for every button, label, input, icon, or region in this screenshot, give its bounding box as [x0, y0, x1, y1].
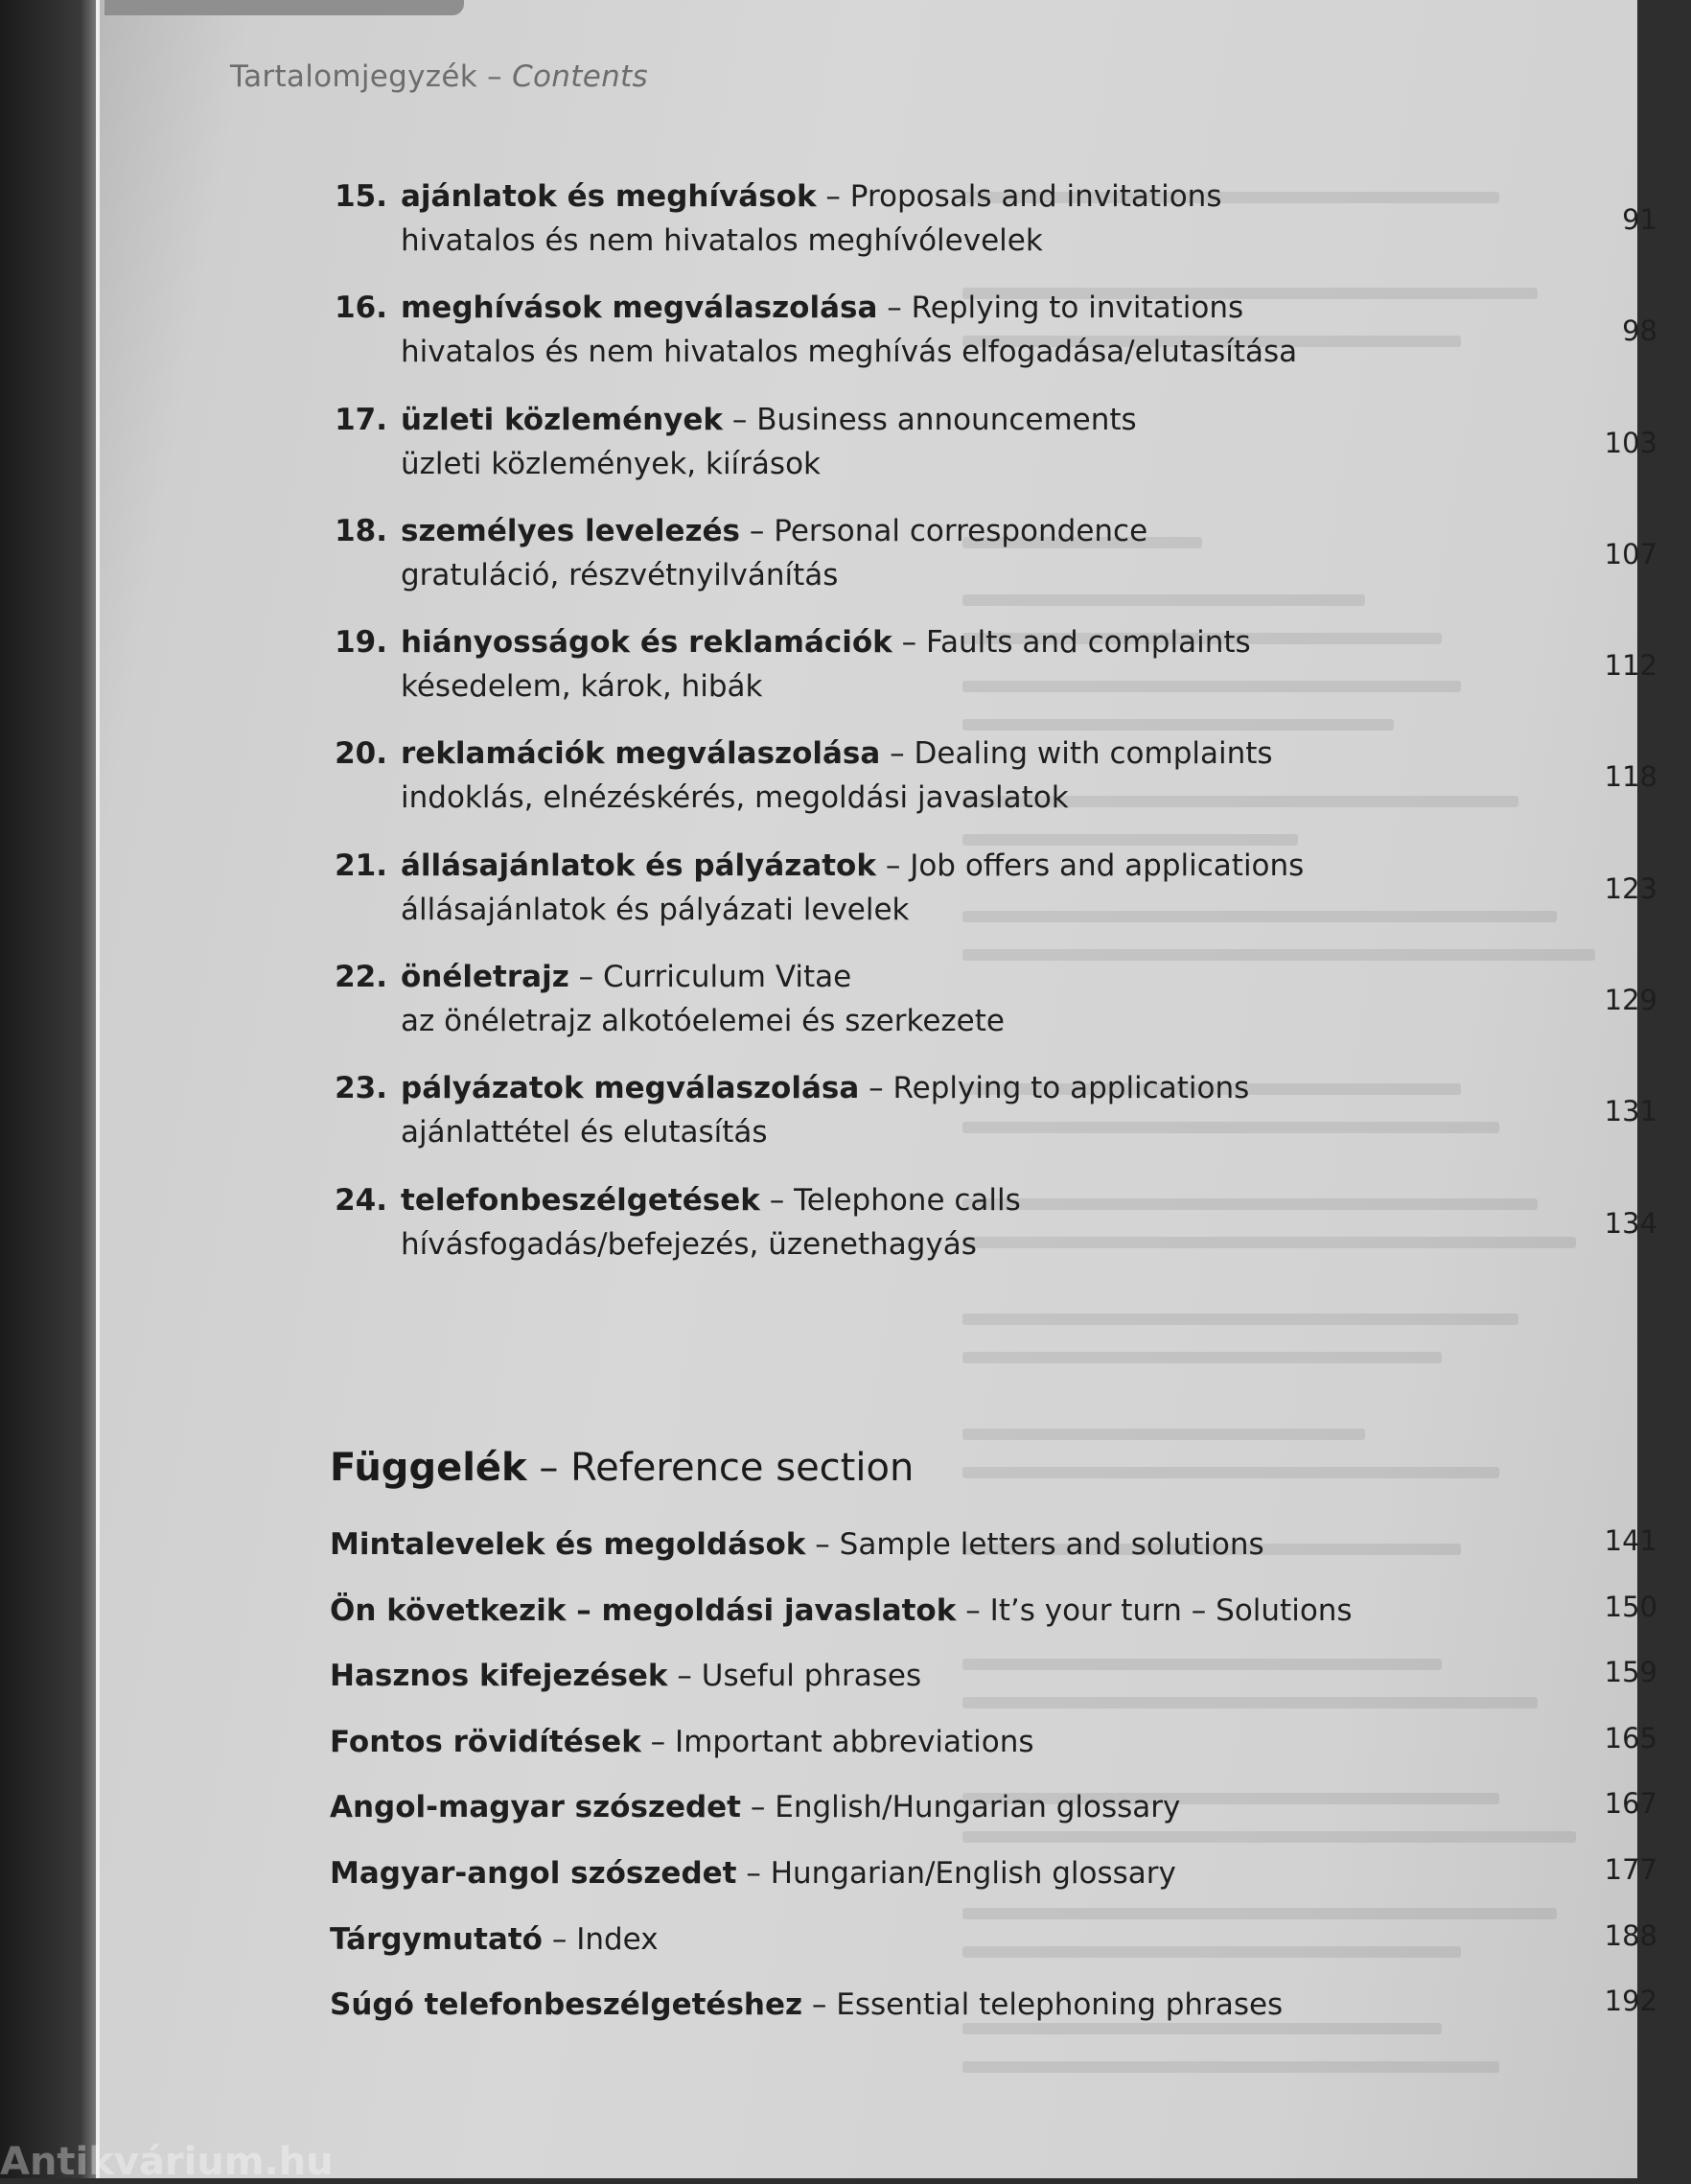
chapter-title-hu: üzleti közlemények [401, 402, 724, 437]
chapter-title-line [401, 509, 1147, 553]
title-separator: – [859, 1071, 893, 1106]
title-separator: – [740, 513, 775, 548]
chapter-entry-19 [230, 620, 1663, 732]
chapter-entry-23 [230, 1066, 1663, 1177]
chapter-number: 15. [335, 179, 387, 214]
header-dash: – [476, 59, 513, 94]
reference-title-en: It’s your turn – Solutions [989, 1592, 1353, 1628]
chapter-title-en: Faults and complaints [926, 625, 1251, 661]
reference-entry [230, 1983, 1663, 2049]
chapter-title-hu: telefonbeszélgetések [401, 1182, 760, 1218]
chapter-title-en: Curriculum Vitae [602, 960, 852, 995]
title-separator: – [877, 290, 912, 326]
reference-entry [230, 1851, 1663, 1917]
watermark: Antikvárium.hu [0, 2140, 334, 2184]
chapter-number: 19. [335, 625, 387, 661]
chapter-title-line [401, 732, 1273, 776]
reference-page-number: 167 [1604, 1787, 1657, 1821]
reference-title-en: Hungarian/English glossary [770, 1855, 1176, 1891]
chapter-number: 24. [335, 1182, 387, 1218]
reference-title-en: Important abbreviations [675, 1724, 1034, 1759]
title-separator: – [816, 179, 850, 214]
title-separator: – [892, 625, 927, 661]
page-top-tab [104, 0, 464, 15]
reference-title-hu: Mintalevelek és megoldások [330, 1527, 806, 1562]
chapter-title-en: Dealing with complaints [914, 736, 1273, 772]
chapter-title-line [401, 174, 1221, 219]
chapter-number: 23. [335, 1071, 387, 1106]
header-english: Contents [512, 59, 648, 94]
chapter-title-en: Proposals and invitations [849, 179, 1222, 214]
chapter-entry-16 [230, 286, 1663, 397]
reference-entry-title [330, 1522, 1264, 1567]
chapter-number: 18. [335, 513, 387, 548]
reference-page-number: 188 [1604, 1918, 1657, 1952]
chapter-title-hu: hiányosságok és reklamációk [401, 625, 892, 661]
reference-entry [230, 1589, 1663, 1655]
reference-title-hu: Ön következik – megoldási javaslatok [330, 1592, 957, 1628]
chapter-title-en: Business announcements [756, 402, 1137, 437]
chapter-entry-15 [230, 174, 1663, 286]
chapter-subtitle: üzleti közlemények, kiírások [401, 446, 821, 481]
chapter-title-en: Replying to applications [892, 1071, 1250, 1106]
chapter-page-number: 103 [1604, 426, 1657, 459]
chapter-number: 21. [335, 848, 387, 883]
chapter-title-en: Personal correspondence [774, 513, 1148, 548]
chapter-title-hu: meghívások megválaszolása [401, 290, 878, 326]
chapter-title-hu: reklamációk megválaszolása [401, 736, 881, 772]
reference-page-number: 192 [1604, 1985, 1657, 2018]
chapter-subtitle: az önéletrajz alkotóelemei és szerkezete [401, 1004, 1005, 1039]
chapter-subtitle: késedelem, károk, hibák [401, 669, 763, 705]
chapter-page-number: 98 [1622, 314, 1657, 348]
chapter-title-hu: önéletrajz [401, 960, 569, 995]
chapter-subtitle: gratuláció, részvétnyilvánítás [401, 557, 839, 592]
chapter-title-line [401, 620, 1251, 664]
chapter-page-number: 131 [1604, 1095, 1657, 1128]
chapter-subtitle: hivatalos és nem hivatalos meghívás elfogadása/elutasítása [401, 335, 1298, 370]
reference-entry-title [330, 1851, 1176, 1895]
reference-title-hu: Hasznos kifejezések [330, 1659, 668, 1694]
chapter-page-number: 118 [1604, 760, 1657, 794]
chapter-title-line [401, 286, 1243, 330]
chapter-page-number: 112 [1604, 649, 1657, 683]
reference-title-hu: Súgó telefonbeszélgetéshez [330, 1987, 803, 2023]
title-separator: – [542, 1921, 577, 1957]
chapter-list [230, 174, 1663, 1289]
title-separator: – [805, 1527, 840, 1562]
reference-title-en: Index [576, 1921, 659, 1957]
reference-entry [230, 1917, 1663, 1984]
chapter-title-line [401, 844, 1304, 888]
reference-title-en: Useful phrases [701, 1659, 922, 1694]
reference-page-number: 177 [1604, 1852, 1657, 1886]
chapter-subtitle: hivatalos és nem hivatalos meghívólevelek [401, 223, 1043, 258]
chapter-entry-24 [230, 1178, 1663, 1289]
chapter-title-hu: állásajánlatok és pályázatok [401, 848, 876, 883]
chapter-page-number: 123 [1604, 871, 1657, 905]
chapter-page-number: 107 [1604, 537, 1657, 570]
reference-title-hu: Tárgymutató [330, 1921, 543, 1957]
running-header [230, 59, 648, 94]
chapter-title-line [401, 1066, 1249, 1110]
chapter-entry-17 [230, 398, 1663, 509]
title-separator: – [736, 1855, 771, 1891]
chapter-title-en: Job offers and applications [910, 848, 1305, 883]
chapter-page-number: 134 [1604, 1206, 1657, 1240]
title-separator: – [802, 1987, 837, 2023]
reference-title-hu: Angol-magyar szószedet [330, 1790, 742, 1825]
chapter-entry-21 [230, 844, 1663, 955]
reference-title-hu: Magyar-angol szószedet [330, 1855, 737, 1891]
title-separator: – [667, 1659, 702, 1694]
reference-entry-title [330, 1917, 659, 1962]
chapter-subtitle: hívásfogadás/befejezés, üzenethagyás [401, 1226, 977, 1262]
reference-entry-title [330, 1654, 921, 1698]
chapter-title-line [401, 955, 851, 999]
chapter-number: 20. [335, 736, 387, 772]
reference-list [230, 1522, 1663, 2049]
reference-section-title [330, 1446, 914, 1490]
reference-title-hu: Fontos rövidítések [330, 1724, 641, 1759]
chapter-number: 16. [335, 290, 387, 326]
title-separator: – [640, 1724, 676, 1759]
reference-page-number: 141 [1604, 1524, 1657, 1557]
book-binding-shadow [0, 0, 101, 2178]
reference-entry [230, 1522, 1663, 1589]
title-separator: – [875, 848, 911, 883]
reference-entry-title [330, 1983, 1283, 2027]
book-page [96, 0, 1657, 2178]
reference-title-hu: Függelék [330, 1446, 527, 1490]
title-separator: – [568, 960, 603, 995]
reference-page-number: 150 [1604, 1590, 1657, 1623]
chapter-entry-18 [230, 509, 1663, 620]
reference-entry-title [330, 1589, 1353, 1633]
chapter-entry-20 [230, 732, 1663, 843]
chapter-number: 17. [335, 402, 387, 437]
title-separator: – [526, 1446, 571, 1490]
reference-title-en: Essential telephoning phrases [836, 1987, 1284, 2023]
chapter-title-line [401, 398, 1137, 442]
title-separator: – [741, 1790, 776, 1825]
header-hungarian: Tartalomjegyzék [230, 59, 477, 94]
reference-page-number: 165 [1604, 1721, 1657, 1754]
reference-title-en: Reference section [570, 1446, 915, 1490]
chapter-title-en: Telephone calls [794, 1182, 1021, 1218]
chapter-subtitle: indoklás, elnézéskérés, megoldási javaslatok [401, 780, 1069, 816]
chapter-title-line [401, 1178, 1021, 1222]
chapter-subtitle: ajánlattétel és elutasítás [401, 1115, 768, 1150]
chapter-title-en: Replying to invitations [911, 290, 1244, 326]
reference-entry [230, 1720, 1663, 1786]
reference-title-en: English/Hungarian glossary [775, 1790, 1181, 1825]
chapter-title-hu: személyes levelezés [401, 513, 741, 548]
chapter-number: 22. [335, 960, 387, 995]
reference-entry [230, 1785, 1663, 1851]
chapter-page-number: 129 [1604, 984, 1657, 1017]
chapter-page-number: 91 [1622, 203, 1657, 236]
reference-entry-title [330, 1785, 1180, 1829]
reference-page-number: 159 [1604, 1656, 1657, 1689]
title-separator: – [759, 1182, 795, 1218]
chapter-entry-22 [230, 955, 1663, 1066]
chapter-subtitle: állásajánlatok és pályázati levelek [401, 892, 910, 927]
reference-entry [230, 1654, 1663, 1720]
reference-entry-title [330, 1720, 1034, 1764]
reference-title-en: Sample letters and solutions [839, 1527, 1264, 1562]
chapter-title-hu: ajánlatok és meghívások [401, 179, 817, 214]
title-separator: – [880, 736, 915, 772]
title-separator: – [956, 1592, 990, 1628]
title-separator: – [723, 402, 757, 437]
chapter-title-hu: pályázatok megválaszolása [401, 1071, 860, 1106]
